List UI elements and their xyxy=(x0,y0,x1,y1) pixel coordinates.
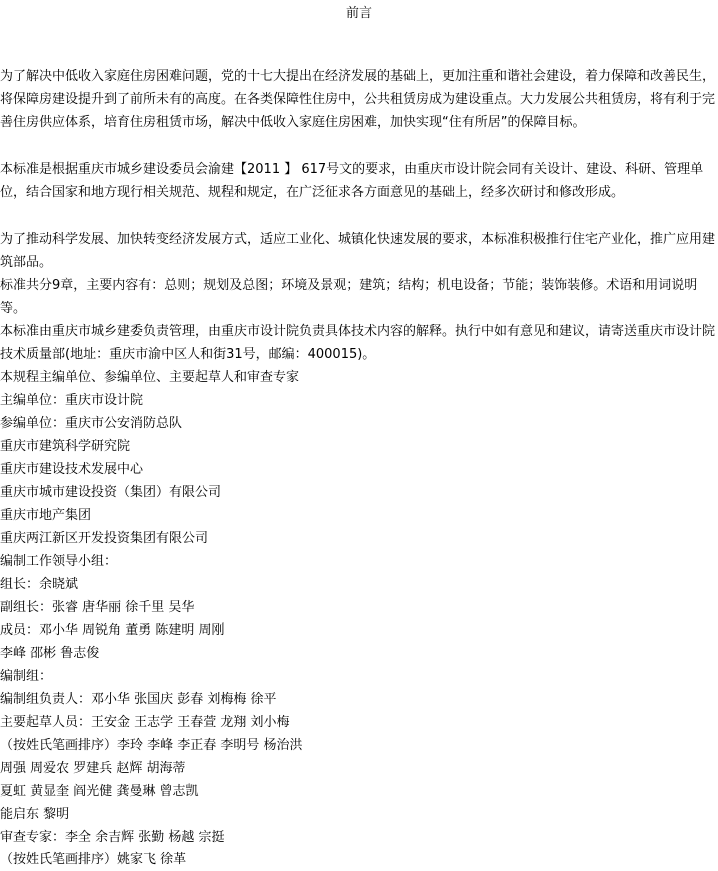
list-line: 周强 周爱农 罗建兵 赵辉 胡海蒂 xyxy=(0,761,186,776)
list-line: 重庆市城市建设投资（集团）有限公司 xyxy=(0,485,222,500)
list-line: 副组长：张睿 唐华丽 徐千里 吴华 xyxy=(0,600,195,615)
page-title: 前言 xyxy=(345,6,372,21)
list-line: 成员：邓小华 周锐角 董勇 陈建明 周刚 xyxy=(0,623,225,638)
list-line-chief-unit: 主编单位：重庆市设计院 xyxy=(0,393,144,408)
list-line: 主要起草人员：王安金 王志学 王春萱 龙翔 刘小梅 xyxy=(0,715,290,730)
list-line-heading: 本规程主编单位、参编单位、主要起草人和审查专家 xyxy=(0,370,300,385)
list-line-compilation-group: 编制组： xyxy=(0,669,53,684)
paragraph-industrialization: 为了推动科学发展、加快转变经济发展方式，适应工业化、城镇化快速发展的要求，本标准积极推行住宅产业化，推广应用建筑部品。 xyxy=(0,232,716,270)
list-line: 李峰 邵彬 鲁志俊 xyxy=(0,646,100,661)
list-line-participating-unit: 参编单位：重庆市公安消防总队 xyxy=(0,416,183,431)
list-line: 重庆两江新区开发投资集团有限公司 xyxy=(0,531,209,546)
list-line: （按姓氏笔画排序）李玲 李峰 李正春 李明号 杨治洪 xyxy=(0,738,303,753)
list-line-leadership-group: 编制工作领导小组： xyxy=(0,554,118,569)
list-line: 重庆市建设技术发展中心 xyxy=(0,462,144,477)
list-line: 重庆市建筑科学研究院 xyxy=(0,439,131,454)
list-line: 夏虹 黄显奎 阎光健 龚曼琳 曾志凯 xyxy=(0,784,199,799)
paragraph-background: 为了解决中低收入家庭住房困难问题，党的十七大提出在经济发展的基础上，更加注重和谐社会建设，着力保障和改善民生，将保障房建设提升到了前所未有的高度。在各类保障性住房中，公共租赁房成为建设重点。大力发展公共租赁房，将有利于完善住房供应体系，培育住房租赁市场，解决中低收入家庭住房困难，加快实现“住有所居”的保障目标。 xyxy=(0,69,716,130)
list-line: 能启东 黎明 xyxy=(0,807,70,822)
list-line: （按姓氏笔画排序）姚家飞 徐革 xyxy=(0,852,187,867)
list-line: 重庆市地产集团 xyxy=(0,508,92,523)
list-line-review-experts: 审查专家：李全 余吉辉 张勤 杨越 宗挺 xyxy=(0,830,225,845)
list-line: 组长：余晓斌 xyxy=(0,577,79,592)
paragraph-chapters: 标准共分9章，主要内容有：总则；规划及总图；环境及景观；建筑；结构；机电设备；节能；装饰装修。术语和用词说明等。 xyxy=(0,278,698,316)
paragraph-basis: 本标准是根据重庆市城乡建设委员会渝建【2011 】 617号文的要求，由重庆市设计院会同有关设计、建设、科研、管理单位，结合国家和地方现行相关规范、规程和规定，在广泛征求各方面意见的基础上，经多次研讨和修改形成。 xyxy=(0,162,704,200)
paragraph-management: 本标准由重庆市城乡建委负责管理，由重庆市设计院负责具体技术内容的解释。执行中如有意见和建议，请寄送重庆市设计院技术质量部(地址：重庆市渝中区人和街31号，邮编：400015)。 xyxy=(0,324,716,362)
list-line: 编制组负责人：邓小华 张国庆 彭春 刘梅梅 徐平 xyxy=(0,692,277,707)
